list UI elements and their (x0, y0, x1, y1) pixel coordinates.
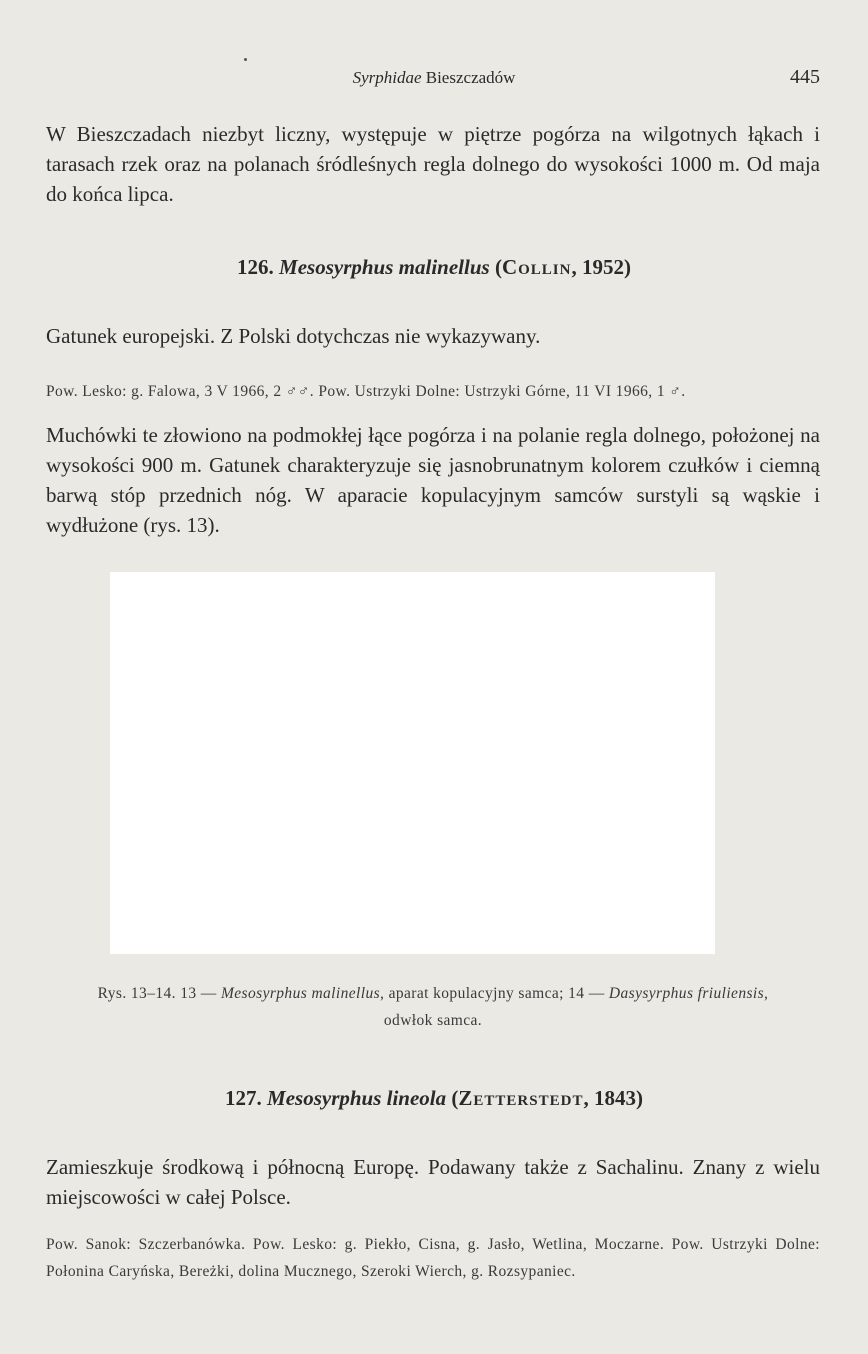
species-127-year: 1843 (593, 1086, 636, 1110)
caption-part-2: odwłok samca. (383, 1012, 483, 1029)
species-126-description: Muchówki te złowiono na podmokłej łące pogórza i na polanie regla dolnego, położonej na wysokości 900 m. Gatunek charakteryzuje się jasnobrunatnym kolorem czułków i ciemną barwą stóp przednich nóg. W aparacie kopulacyjnym samców surstyli są wąskie i wydłużone (rys. 13). (46, 423, 820, 537)
figure-13-14-image (110, 572, 715, 954)
caption-species-1: Mesosyrphus malinellus, (220, 985, 385, 1002)
species-126-records: Pow. Lesko: g. Falowa, 3 V 1966, 2 ♂♂. Pow. Ustrzyki Dolne: Ustrzyki Górne, 11 VI 1966, 1 ♂. (46, 383, 686, 400)
speck-mark (244, 58, 247, 61)
species-127-number: 127. (225, 1086, 262, 1110)
species-127-records: Pow. Sanok: Szczerbanówka. Pow. Lesko: g. Piekło, Cisna, g. Jasło, Wetlina, Moczarne. Pow. Ustrzyki Dolne: Połonina Caryńska, Bereżki, dolina Mucznego, Szeroki Wierch, g. Rozsypaniec. (46, 1236, 820, 1280)
caption-prefix: Rys. 13–14. 13 — (97, 985, 217, 1002)
intro-paragraph: W Bieszczadach niezbyt liczny, występuje w piętrze pogórza na wilgotnych łąkach i tarasach rzek oraz na polanach śródleśnych regla dolnego do wysokości 1000 m. Od maja do końca lipca. (46, 122, 820, 206)
running-header (0, 64, 868, 94)
species-127-distribution: Zamieszkuje środkową i północną Europę. Podawany także z Sachalinu. Znany z wielu miejscowości w całej Polsce. (46, 1155, 820, 1209)
species-126-heading: 126. Mesosyrphus malinellus (Collin, 1952) (237, 255, 631, 279)
species-127-author: Zetterstedt (458, 1086, 584, 1110)
running-title-family: Syrphidae (352, 68, 422, 87)
species-126-name: Mesosyrphus malinellus (279, 255, 490, 279)
caption-species-2: Dasysyrphus friuliensis, (608, 985, 769, 1002)
species-127-heading: 127. Mesosyrphus lineola (Zetterstedt, 1843) (225, 1086, 643, 1110)
running-title-region: Bieszczadów (425, 68, 516, 87)
figure-caption (46, 980, 820, 1034)
species-126-author: Collin (501, 255, 572, 279)
caption-part-1: aparat kopulacyjny samca; 14 — (388, 985, 605, 1002)
page-number: 445 (790, 66, 820, 88)
species-126-year: 1952 (581, 255, 624, 279)
species-126-status: Gatunek europejski. Z Polski dotychczas nie wykazywany. (46, 324, 541, 348)
species-126-number: 126. (237, 255, 274, 279)
running-title (0, 68, 868, 88)
species-127-name: Mesosyrphus lineola (267, 1086, 447, 1110)
